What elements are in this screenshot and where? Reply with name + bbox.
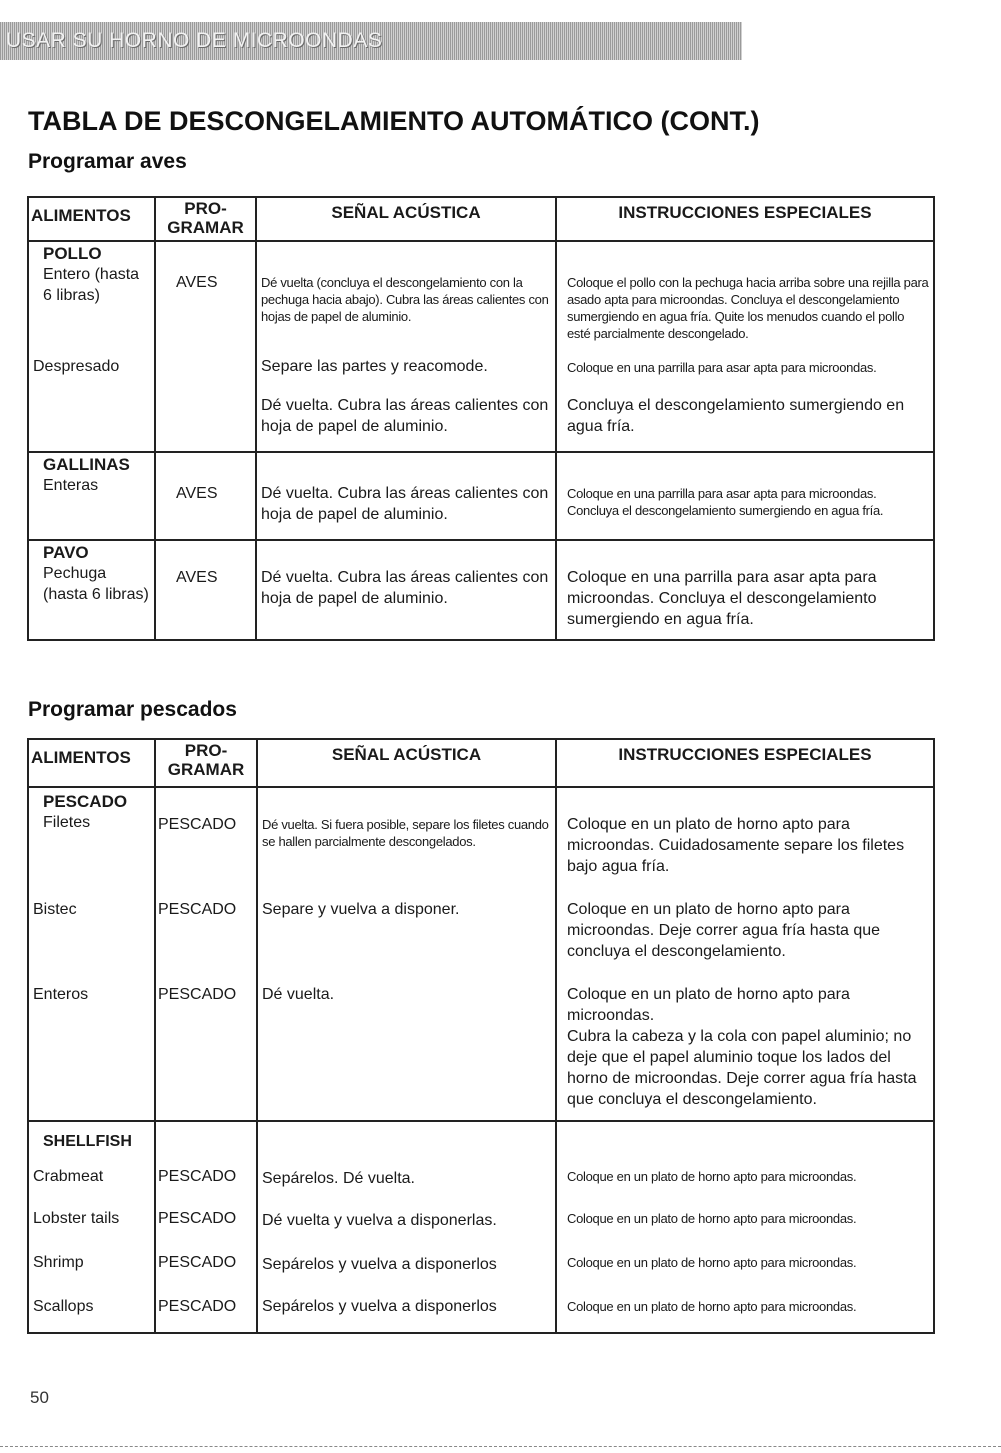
program-value: PESCADO xyxy=(155,1198,257,1242)
signal-text: Sepárelos y vuelva a disponerlos xyxy=(257,1286,556,1333)
header-instrucciones: INSTRUCCIONES ESPECIALES xyxy=(556,197,934,241)
aves-table xyxy=(27,196,935,641)
food-enteros: Enteros xyxy=(28,962,155,1121)
instructions-text: Coloque en un plato de horno apto para microondas. xyxy=(556,1242,934,1286)
food-shrimp: Shrimp xyxy=(28,1242,155,1286)
table-row xyxy=(28,540,934,640)
program-value: AVES xyxy=(155,452,256,540)
program-value: PESCADO xyxy=(155,877,257,962)
program-value: PESCADO xyxy=(155,1286,257,1333)
food-crabmeat: Crabmeat xyxy=(28,1154,155,1198)
group-name-gallinas: GALLINAS xyxy=(43,455,130,474)
header-instrucciones: INSTRUCCIONES ESPECIALES xyxy=(556,739,934,787)
header-programar-line2: GRAMAR xyxy=(167,760,245,779)
signal-text: Dé vuelta. Cubra las áreas calientes con hoja de papel de aluminio. xyxy=(256,377,556,452)
table-row xyxy=(28,962,934,1121)
instructions-cell xyxy=(556,962,934,1121)
group-name-pavo: PAVO xyxy=(43,543,89,562)
table-row xyxy=(28,1154,934,1198)
food-pollo-despresado: Despresado xyxy=(28,342,155,377)
table-row xyxy=(28,1286,934,1333)
signal-text: Sepárelos y vuelva a disponerlos xyxy=(257,1242,556,1286)
signal-text: Sepárelos. Dé vuelta. xyxy=(257,1154,556,1198)
header-programar-line1: PRO- xyxy=(184,741,228,760)
signal-text: Dé vuelta. xyxy=(257,962,556,1121)
group-name-pollo: POLLO xyxy=(43,244,102,263)
instructions-text: Coloque en un plato de horno apto para microondas. Cuidadosamente separe los filetes bajo agua fría. xyxy=(556,787,934,877)
instructions-text: Concluya el descongelamiento sumergiendo en agua fría. xyxy=(556,377,934,452)
instructions-text: Coloque en un plato de horno apto para microondas. Deje correr agua fría hasta que concluya el descongelamiento. xyxy=(556,877,934,962)
pescados-table xyxy=(27,738,935,1334)
table-row xyxy=(28,877,934,962)
table-row xyxy=(28,452,934,540)
food-bistec: Bistec xyxy=(28,877,155,962)
header-alimentos: ALIMENTOS xyxy=(28,739,155,787)
food-pavo: Pechuga (hasta 6 libras) xyxy=(43,565,149,603)
instructions-text: Coloque en una parrilla para asar apta para microondas. Concluya el descongelamiento sumergiendo en agua fría. xyxy=(556,540,934,640)
program-value: PESCADO xyxy=(155,962,257,1121)
bottom-divider xyxy=(0,1446,1001,1448)
header-alimentos: ALIMENTOS xyxy=(28,197,155,241)
section-banner-text: USAR SU HORNO DE MICROONDAS xyxy=(6,29,383,52)
food-gallinas: Enteras xyxy=(43,477,99,494)
page-title: TABLA DE DESCONGELAMIENTO AUTOMÁTICO (CONT.) xyxy=(28,106,760,136)
group-name-pescado: PESCADO xyxy=(43,792,128,811)
program-value: PESCADO xyxy=(155,1242,257,1286)
food-filetes: Filetes xyxy=(43,814,91,831)
table-row xyxy=(28,241,934,342)
program-value: PESCADO xyxy=(155,787,257,877)
table-row xyxy=(28,1198,934,1242)
instructions-text: Coloque el pollo con la pechuga hacia arriba sobre una rejilla para asado apta para microondas. Concluya el descongelamiento sumergiendo en agua fría. Quite los menudos cuando el pollo esté parcialmente descongelado. xyxy=(556,241,934,342)
instructions-text: Coloque en un plato de horno apto para microondas. xyxy=(556,1154,934,1198)
instructions-text: Coloque en un plato de horno apto para microondas. xyxy=(556,1198,934,1242)
program-value: AVES xyxy=(155,241,256,342)
signal-text: Separe las partes y reacomode. xyxy=(256,342,556,377)
instructions-text: Coloque en un plato de horno apto para microondas. xyxy=(556,1286,934,1333)
table-row xyxy=(28,787,934,877)
pescados-section-title: Programar pescados xyxy=(28,698,237,721)
program-value: AVES xyxy=(155,540,256,640)
instructions-text: Cubra la cabeza y la cola con papel aluminio; no deje que el papel aluminio toque los lados del horno de microondas. Deje correr agua fría hasta que concluya el descongelamiento. xyxy=(567,1028,917,1108)
instructions-text: Coloque en una parrilla para asar apta para microondas. xyxy=(556,342,934,377)
signal-text: Dé vuelta. Si fuera posible, separe los filetes cuando se hallen parcialmente descongelados. xyxy=(257,787,556,877)
food-pollo-entero: Entero (hasta 6 libras) xyxy=(43,266,140,304)
signal-text: Dé vuelta. Cubra las áreas calientes con hoja de papel de aluminio. xyxy=(256,452,556,540)
table-row xyxy=(28,1242,934,1286)
group-name-shellfish: SHELLFISH xyxy=(43,1133,132,1150)
instructions-text: Coloque en un plato de horno apto para microondas. xyxy=(567,986,850,1024)
header-programar xyxy=(155,197,256,241)
signal-text: Separe y vuelva a disponer. xyxy=(257,877,556,962)
table-row xyxy=(28,377,934,452)
signal-text: Dé vuelta y vuelva a disponerlas. xyxy=(257,1198,556,1242)
table-row xyxy=(28,1121,934,1154)
program-value: PESCADO xyxy=(155,1154,257,1198)
signal-text: Dé vuelta. Cubra las áreas calientes con hoja de papel de aluminio. xyxy=(256,540,556,640)
section-banner xyxy=(0,22,742,60)
signal-text: Dé vuelta (concluya el descongelamiento con la pechuga hacia abajo). Cubra las áreas calientes con hojas de papel de aluminio. xyxy=(256,241,556,342)
page-number: 50 xyxy=(30,1388,49,1407)
header-programar-line1: PRO- xyxy=(184,199,227,218)
header-programar-line2: GRAMAR xyxy=(167,218,244,237)
food-lobster-tails: Lobster tails xyxy=(28,1198,155,1242)
food-scallops: Scallops xyxy=(28,1286,155,1333)
header-senal: SEÑAL ACÚSTICA xyxy=(256,197,556,241)
table-row xyxy=(28,342,934,377)
aves-section-title: Programar aves xyxy=(28,150,187,173)
header-senal: SEÑAL ACÚSTICA xyxy=(257,739,556,787)
instructions-text: Coloque en una parrilla para asar apta para microondas. Concluya el descongelamiento sumergiendo en agua fría. xyxy=(556,452,934,540)
header-programar xyxy=(155,739,257,787)
